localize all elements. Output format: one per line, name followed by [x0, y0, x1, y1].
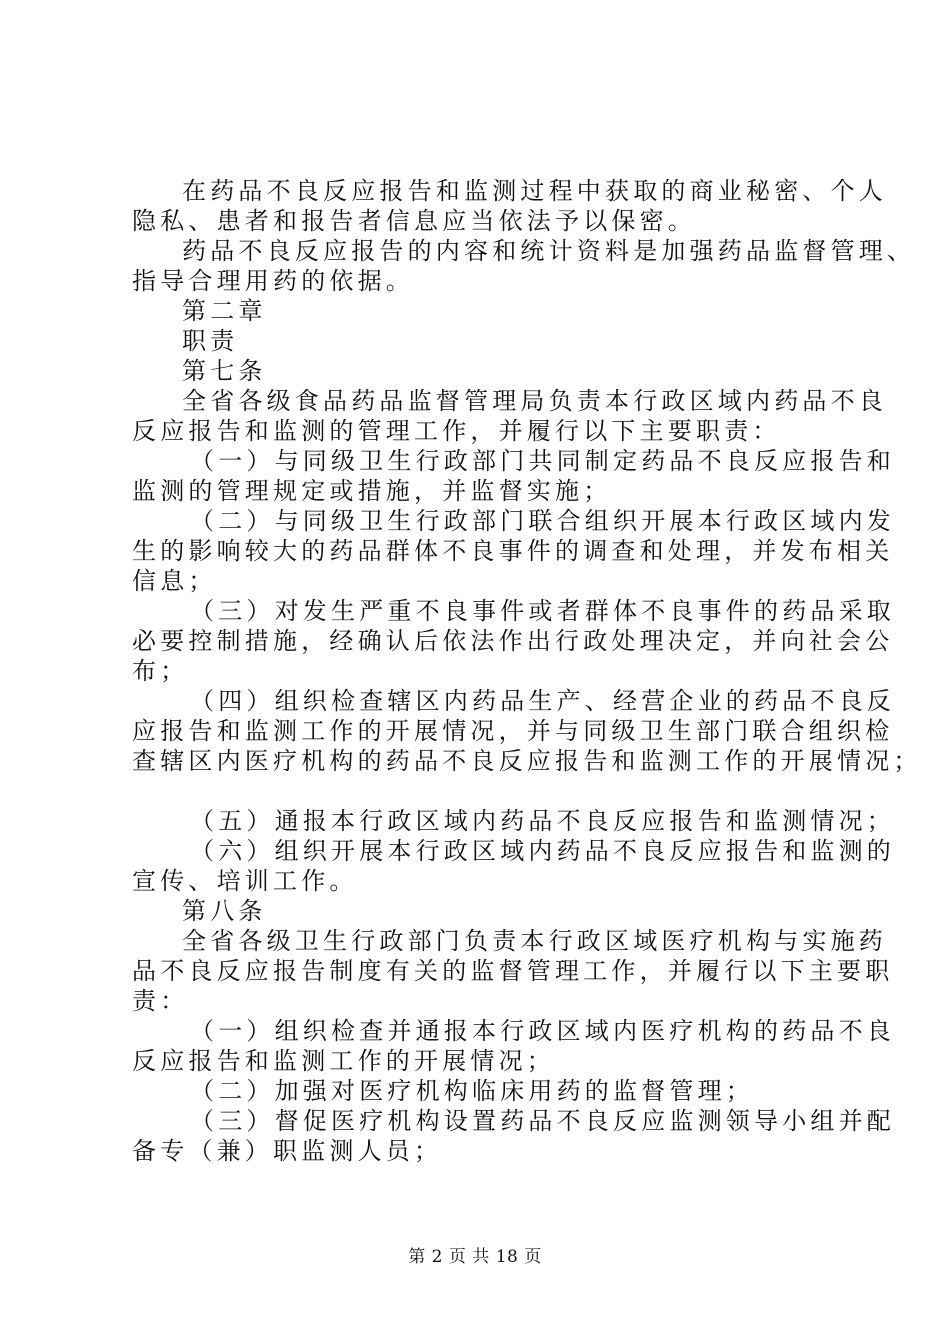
paragraph-line: 隐私、患者和报告者信息应当依法予以保密。 — [132, 207, 696, 235]
article-heading: 第八条 — [182, 897, 267, 925]
paragraph-line: 备专（兼）职监测人员； — [132, 1137, 443, 1165]
chapter-heading: 第二章 — [182, 297, 267, 325]
paragraph-line: 查辖区内医疗机构的药品不良反应报告和监测工作的开展情况； — [132, 747, 922, 775]
list-item-line: （一）组织检查并通报本行政区域内医疗机构的药品不良 — [190, 1017, 895, 1045]
page-number-footer: 第 2 页 共 18 页 — [408, 1247, 542, 1267]
list-item-line: （二）加强对医疗机构临床用药的监督管理； — [190, 1077, 754, 1105]
list-item-line: （一）与同级卫生行政部门共同制定药品不良反应报告和 — [190, 447, 895, 475]
paragraph-line: 应报告和监测工作的开展情况，并与同级卫生部门联合组织检 — [132, 717, 894, 745]
list-item-line: （六）组织开展本行政区域内药品不良反应报告和监测的 — [190, 837, 895, 865]
paragraph-line: 生的影响较大的药品群体不良事件的调查和处理，并发布相关 — [132, 537, 894, 565]
paragraph-line: 必要控制措施，经确认后依法作出行政处理决定，并向社会公 — [132, 627, 894, 655]
list-item-line: （五）通报本行政区域内药品不良反应报告和监测情况； — [190, 807, 895, 835]
paragraph-line: 反应报告和监测的管理工作，并履行以下主要职责： — [132, 417, 781, 445]
list-item-line: （三）对发生严重不良事件或者群体不良事件的药品采取 — [190, 597, 895, 625]
paragraph-line: 宣传、培训工作。 — [132, 867, 358, 895]
paragraph-line: 布； — [132, 657, 189, 685]
article-heading: 第七条 — [182, 357, 267, 385]
paragraph-line: 全省各级卫生行政部门负责本行政区域医疗机构与实施药 — [182, 927, 887, 955]
list-item-line: （三）督促医疗机构设置药品不良反应监测领导小组并配 — [190, 1107, 895, 1135]
paragraph-line: 指导合理用药的依据。 — [132, 267, 414, 295]
blank-line — [132, 776, 837, 806]
paragraph-line: 信息； — [132, 567, 217, 595]
paragraph-line: 监测的管理规定或措施，并监督实施； — [132, 477, 612, 505]
list-item-line: （二）与同级卫生行政部门联合组织开展本行政区域内发 — [190, 507, 895, 535]
document-body — [132, 176, 922, 1166]
paragraph-line: 在药品不良反应报告和监测过程中获取的商业秘密、个人 — [182, 177, 887, 205]
chapter-title: 职责 — [182, 327, 239, 355]
paragraph-line: 药品不良反应报告的内容和统计资料是加强药品监督管理、 — [182, 237, 916, 265]
paragraph-line: 全省各级食品药品监督管理局负责本行政区域内药品不良 — [182, 387, 887, 415]
paragraph-line: 责： — [132, 987, 189, 1015]
paragraph-line: 反应报告和监测工作的开展情况； — [132, 1047, 555, 1075]
paragraph-line: 品不良反应报告制度有关的监督管理工作，并履行以下主要职 — [132, 957, 894, 985]
list-item-line: （四）组织检查辖区内药品生产、经营企业的药品不良反 — [190, 687, 895, 715]
